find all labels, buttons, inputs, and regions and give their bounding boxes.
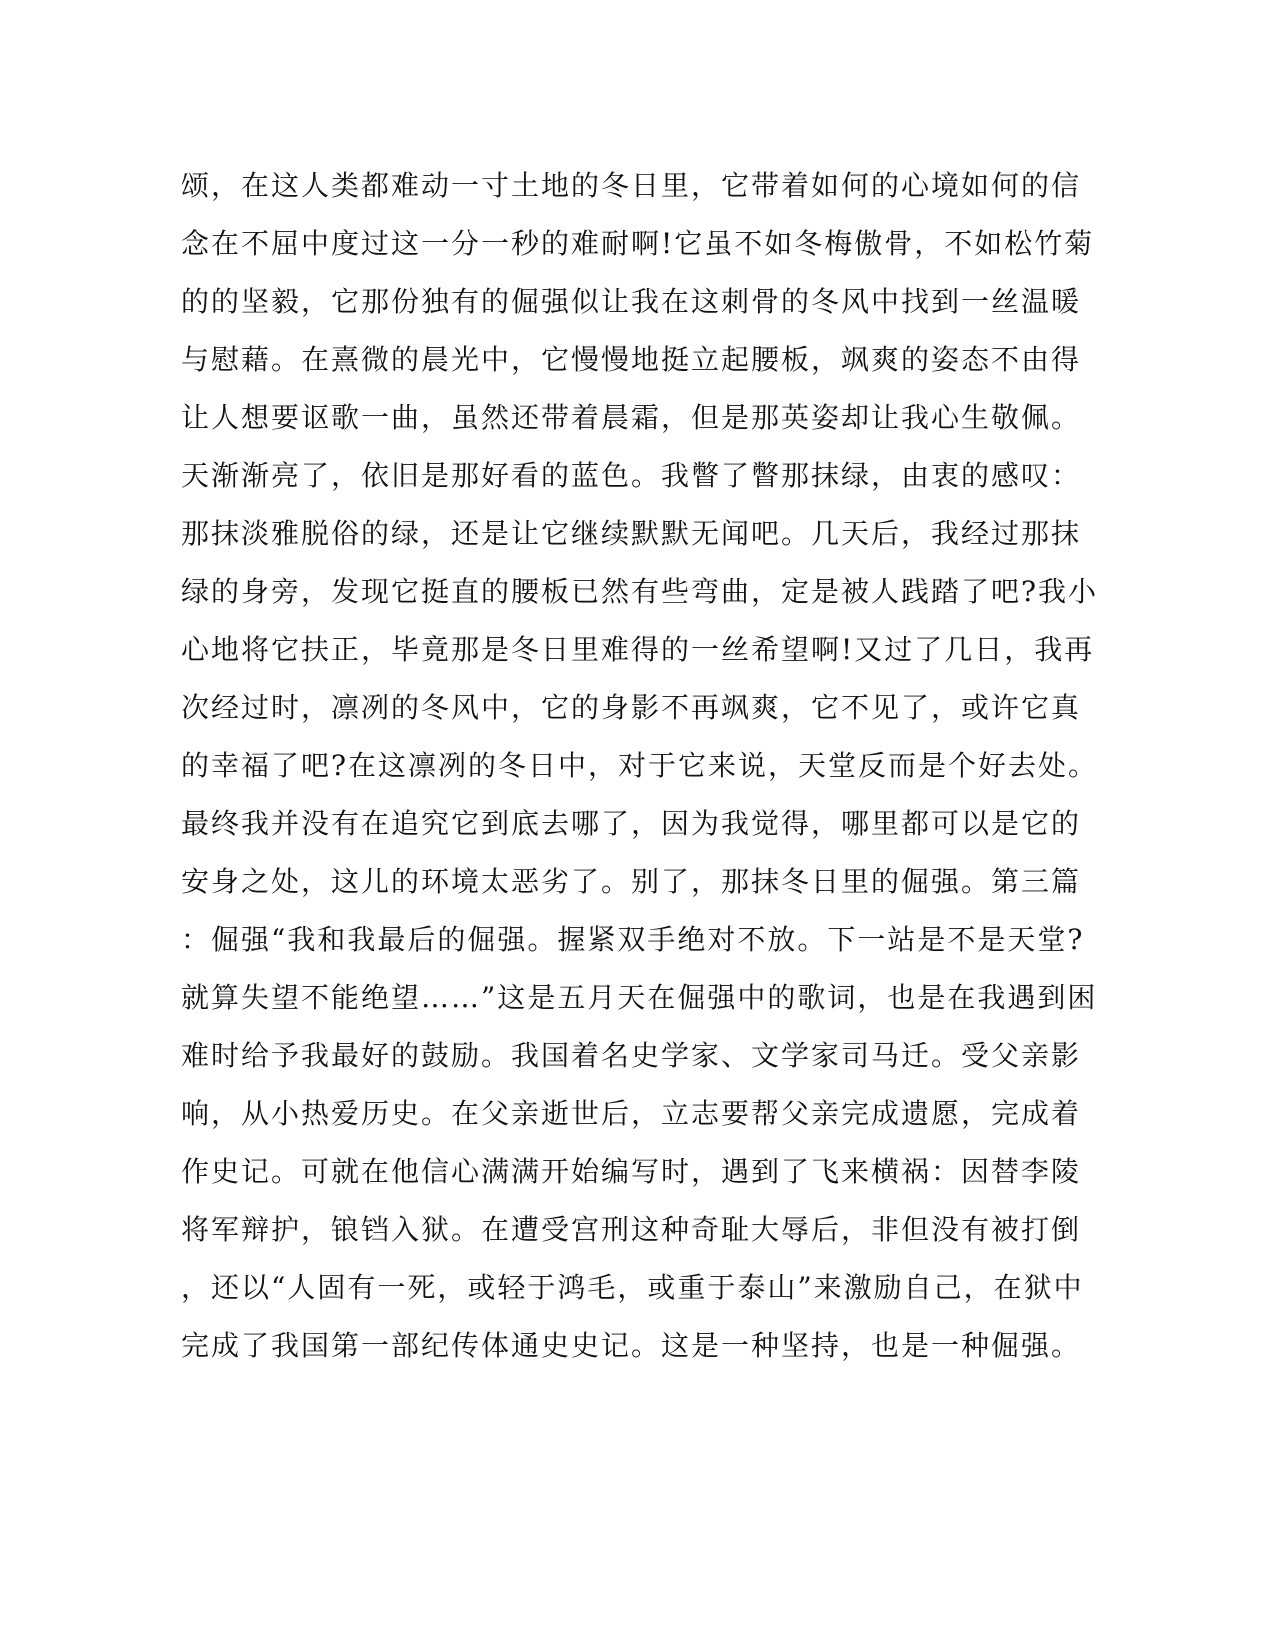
text-line: 就算失望不能绝望……”这是五月天在倔强中的歌词，也是在我遇到困 — [181, 981, 1098, 1014]
text-line: 安身之处，这儿的环境太恶劣了。别了，那抹冬日里的倔强。第三篇 — [181, 865, 1082, 898]
text-line: 心地将它扶正，毕竟那是冬日里难得的一丝希望啊!又过了几日，我再 — [181, 633, 1095, 666]
text-line: 的幸福了吧?在这凛冽的冬日中，对于它来说，天堂反而是个好去处。 — [181, 749, 1099, 782]
text-line: 天渐渐亮了，依旧是那好看的蓝色。我瞥了瞥那抹绿，由衷的感叹： — [181, 459, 1082, 492]
text-line: 念在不屈中度过这一分一秒的难耐啊!它虽不如冬梅傲骨，不如松竹菊 — [181, 227, 1095, 260]
text-line: 那抹淡雅脱俗的绿，还是让它继续默默无闻吧。几天后，我经过那抹 — [181, 517, 1082, 550]
text-line: 颂，在这人类都难动一寸土地的冬日里，它带着如何的心境如何的信 — [181, 169, 1082, 202]
text-line: 与慰藉。在熹微的晨光中，它慢慢地挺立起腰板，飒爽的姿态不由得 — [181, 343, 1082, 376]
text-line: 次经过时，凛冽的冬风中，它的身影不再飒爽，它不见了，或许它真 — [181, 691, 1082, 724]
text-line: 难时给予我最好的鼓励。我国着名史学家、文学家司马迁。受父亲影 — [181, 1039, 1082, 1072]
text-line: 让人想要讴歌一曲，虽然还带着晨霜，但是那英姿却让我心生敬佩。 — [181, 401, 1082, 434]
text-line: ：倔强“我和我最后的倔强。握紧双手绝对不放。下一站是不是天堂? — [181, 923, 1085, 956]
text-line: 绿的身旁，发现它挺直的腰板已然有些弯曲，定是被人践踏了吧?我小 — [181, 575, 1099, 608]
body-text — [181, 157, 1099, 1375]
text-line: 最终我并没有在追究它到底去哪了，因为我觉得，哪里都可以是它的 — [181, 807, 1082, 840]
text-line: 响，从小热爱历史。在父亲逝世后，立志要帮父亲完成遗愿，完成着 — [181, 1097, 1082, 1130]
text-line: 作史记。可就在他信心满满开始编写时，遇到了飞来横祸：因替李陵 — [181, 1155, 1082, 1188]
text-line: 完成了我国第一部纪传体通史史记。这是一种坚持，也是一种倔强。 — [181, 1329, 1082, 1362]
text-line: ，还以“人固有一死，或轻于鸿毛，或重于泰山”来激励自己，在狱中 — [181, 1271, 1084, 1304]
text-line: 的的坚毅，它那份独有的倔强似让我在这刺骨的冬风中找到一丝温暖 — [181, 285, 1082, 318]
text-line: 将军辩护，锒铛入狱。在遭受宫刑这种奇耻大辱后，非但没有被打倒 — [181, 1213, 1082, 1246]
